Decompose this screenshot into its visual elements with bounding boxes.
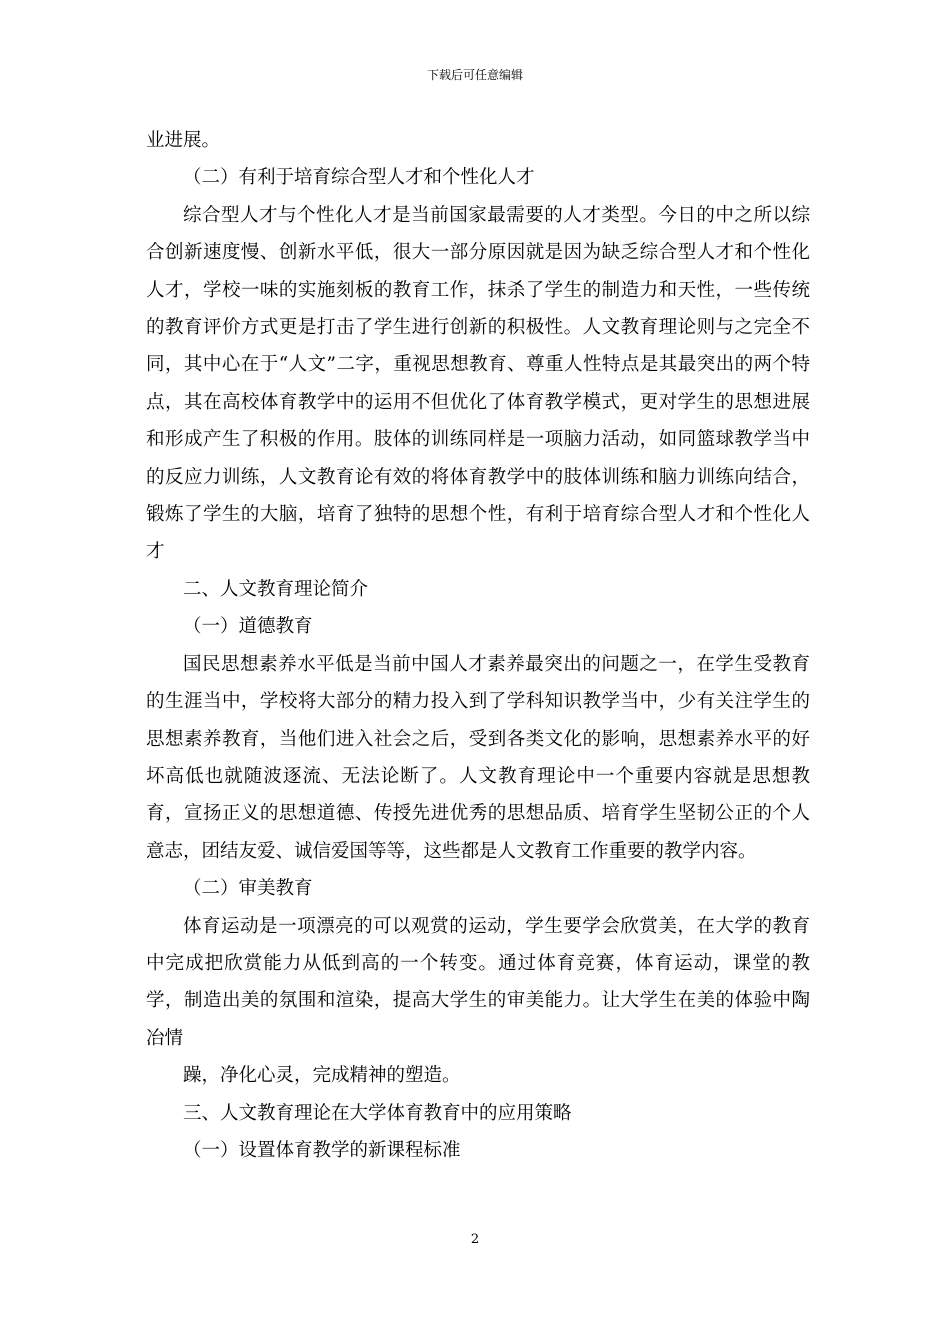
- section-heading: （一）道德教育: [183, 616, 313, 638]
- section-heading: （一）设置体育教学的新课程标准: [183, 1139, 461, 1161]
- paragraph: 国民思想素养水平低是当前中国人才素养最突出的问题之一，在学生受教育的生涯当中，学校将大部分的精力投入到了学科知识教学当中，少有关注学生的思想素养教育，当他们进入社会之后，受到各类文化的影响，思想素养水平的好坏高低也就随波逐流、无法论断了。人文教育理论中一个重要内容就是思想教育，宣扬正义的思想道德、传授先进优秀的思想品质、培育学生坚韧公正的个人意志，团结友爱、诚信爱国等等，这些都是人文教育工作重要的教学内容。: [146, 653, 810, 862]
- paragraph: 综合型人才与个性化人才是当前国家最需要的人才类型。今日的中之所以综合创新速度慢、创新水平低，很大一部分原因就是因为缺乏综合型人才和个性化人才，学校一味的实施刻板的教育工作，抹杀了学生的制造力和天性，一些传统的教育评价方式更是打击了学生进行创新的积极性。人文教育理论则与之完全不同，其中心在于“人文”二字，重视思想教育、尊重人性特点是其最突出的两个特点，其在高校体育教学中的运用不但优化了体育教学模式，更对学生的思想进展和形成产生了积极的作用。肢体的训练同样是一项脑力活动，如同篮球教学当中的反应力训练，人文教育论有效的将体育教学中的肢体训练和脑力训练向结合，锻炼了学生的大脑，培育了独特的思想个性，有利于培育综合型人才和个性化人才: [146, 204, 810, 563]
- paragraph: 体育运动是一项漂亮的可以观赏的运动，学生要学会欣赏美，在大学的教育中完成把欣赏能力从低到高的一个转变。通过体育竞赛，体育运动，课堂的教学，制造出美的氛围和渲染，提高大学生的审美能力。让大学生在美的体验中陶冶情: [146, 915, 810, 1049]
- paragraph: 躁，净化心灵，完成精神的塑造。: [183, 1065, 461, 1087]
- section-heading: 三、人文教育理论在大学体育教育中的应用策略: [183, 1102, 572, 1124]
- document-body: [146, 122, 810, 1169]
- paragraph-continuation: 业进展。: [146, 130, 221, 151]
- section-heading: 二、人文教育理论简介: [183, 578, 369, 600]
- section-heading: （二）审美教育: [183, 878, 313, 900]
- page-number: 2: [470, 1232, 480, 1247]
- page-header: 下载后可任意编辑: [426, 68, 523, 82]
- section-heading: （二）有利于培育综合型人才和个性化人才: [183, 167, 535, 189]
